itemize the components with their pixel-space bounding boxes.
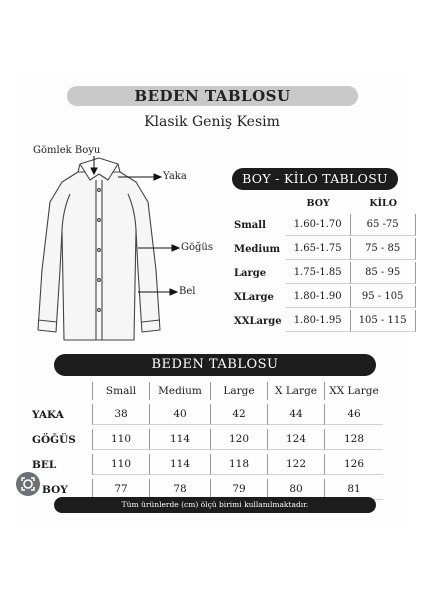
table-cell: 120 (210, 429, 267, 450)
table-cell: 81 (324, 479, 383, 500)
table-cell: 80 (267, 479, 324, 500)
table-cell: 38 (92, 404, 149, 425)
row-label: YAKA (32, 408, 64, 421)
table-row (232, 238, 416, 260)
boy-cell: 1.65-1.75 (286, 238, 351, 260)
kilo-cell: 85 - 95 (351, 262, 416, 284)
row-label: Large (234, 267, 267, 279)
row-label: Medium (234, 243, 281, 255)
table-cell: 79 (210, 479, 267, 500)
label-gogus: Göğüs (181, 242, 213, 253)
kilo-cell: 75 - 85 (351, 238, 416, 260)
visual-search-button[interactable] (16, 472, 40, 496)
table-cell: 40 (149, 404, 210, 425)
column-header: X Large (267, 382, 324, 400)
boy-kilo-title: BOY - KİLO TABLOSU (232, 168, 398, 190)
table-cell: 46 (324, 404, 383, 425)
kilo-cell: 95 - 105 (351, 286, 416, 308)
table-cell: 110 (92, 429, 149, 450)
beden-table-title: BEDEN TABLOSU (54, 354, 376, 376)
lens-icon (16, 472, 40, 496)
row-label: GÖĞÜS (32, 433, 76, 446)
row-label: Small (234, 219, 266, 231)
beden-corner (28, 382, 92, 400)
table-cell: 118 (210, 454, 267, 475)
table-row (28, 429, 383, 450)
title-banner (67, 86, 358, 106)
table-cell: 126 (324, 454, 383, 475)
table-row (232, 310, 416, 332)
table-cell: 124 (267, 429, 324, 450)
boy-cell: 1.75-1.85 (286, 262, 351, 284)
kilo-cell: 65 -75 (351, 214, 416, 236)
table-cell: 114 (149, 454, 210, 475)
column-header: BOY (306, 197, 330, 209)
table-cell: 77 (92, 479, 149, 500)
table-cell: 44 (267, 404, 324, 425)
table-row (232, 262, 416, 284)
label-bel: Bel (179, 286, 196, 297)
table-row (232, 214, 416, 236)
column-header: Medium (149, 382, 210, 400)
column-header: KİLO (369, 197, 397, 209)
boy-kilo-table (232, 192, 416, 334)
boy-cell: 1.80-1.95 (286, 310, 351, 332)
page-title: BEDEN TABLOSU (134, 87, 291, 105)
table-row (28, 404, 383, 425)
table-cell: 122 (267, 454, 324, 475)
table-cell: 42 (210, 404, 267, 425)
column-header: XX Large (324, 382, 383, 400)
table-cell: 78 (149, 479, 210, 500)
boy-kilo-corner (232, 194, 286, 212)
beden-table (28, 378, 383, 504)
boy-cell: 1.60-1.70 (286, 214, 351, 236)
label-gomlek-boyu: Gömlek Boyu (33, 145, 101, 156)
boy-cell: 1.80-1.90 (286, 286, 351, 308)
label-yaka: Yaka (163, 171, 187, 182)
column-header: Small (92, 382, 149, 400)
table-cell: 110 (92, 454, 149, 475)
table-row (232, 286, 416, 308)
row-label: BEL (32, 458, 57, 471)
table-row (28, 454, 383, 475)
unit-footnote: Tüm ürünlerde (cm) ölçü birimi kullanılmaktadır. (54, 497, 376, 513)
row-label: XLarge (234, 291, 274, 303)
table-cell: 128 (324, 429, 383, 450)
column-header: Large (210, 382, 267, 400)
page-subtitle: Klasik Geniş Kesim (144, 114, 280, 130)
table-cell: 114 (149, 429, 210, 450)
row-label: XXLarge (234, 315, 282, 327)
row-label: BOY (42, 483, 68, 496)
kilo-cell: 105 - 115 (351, 310, 416, 332)
